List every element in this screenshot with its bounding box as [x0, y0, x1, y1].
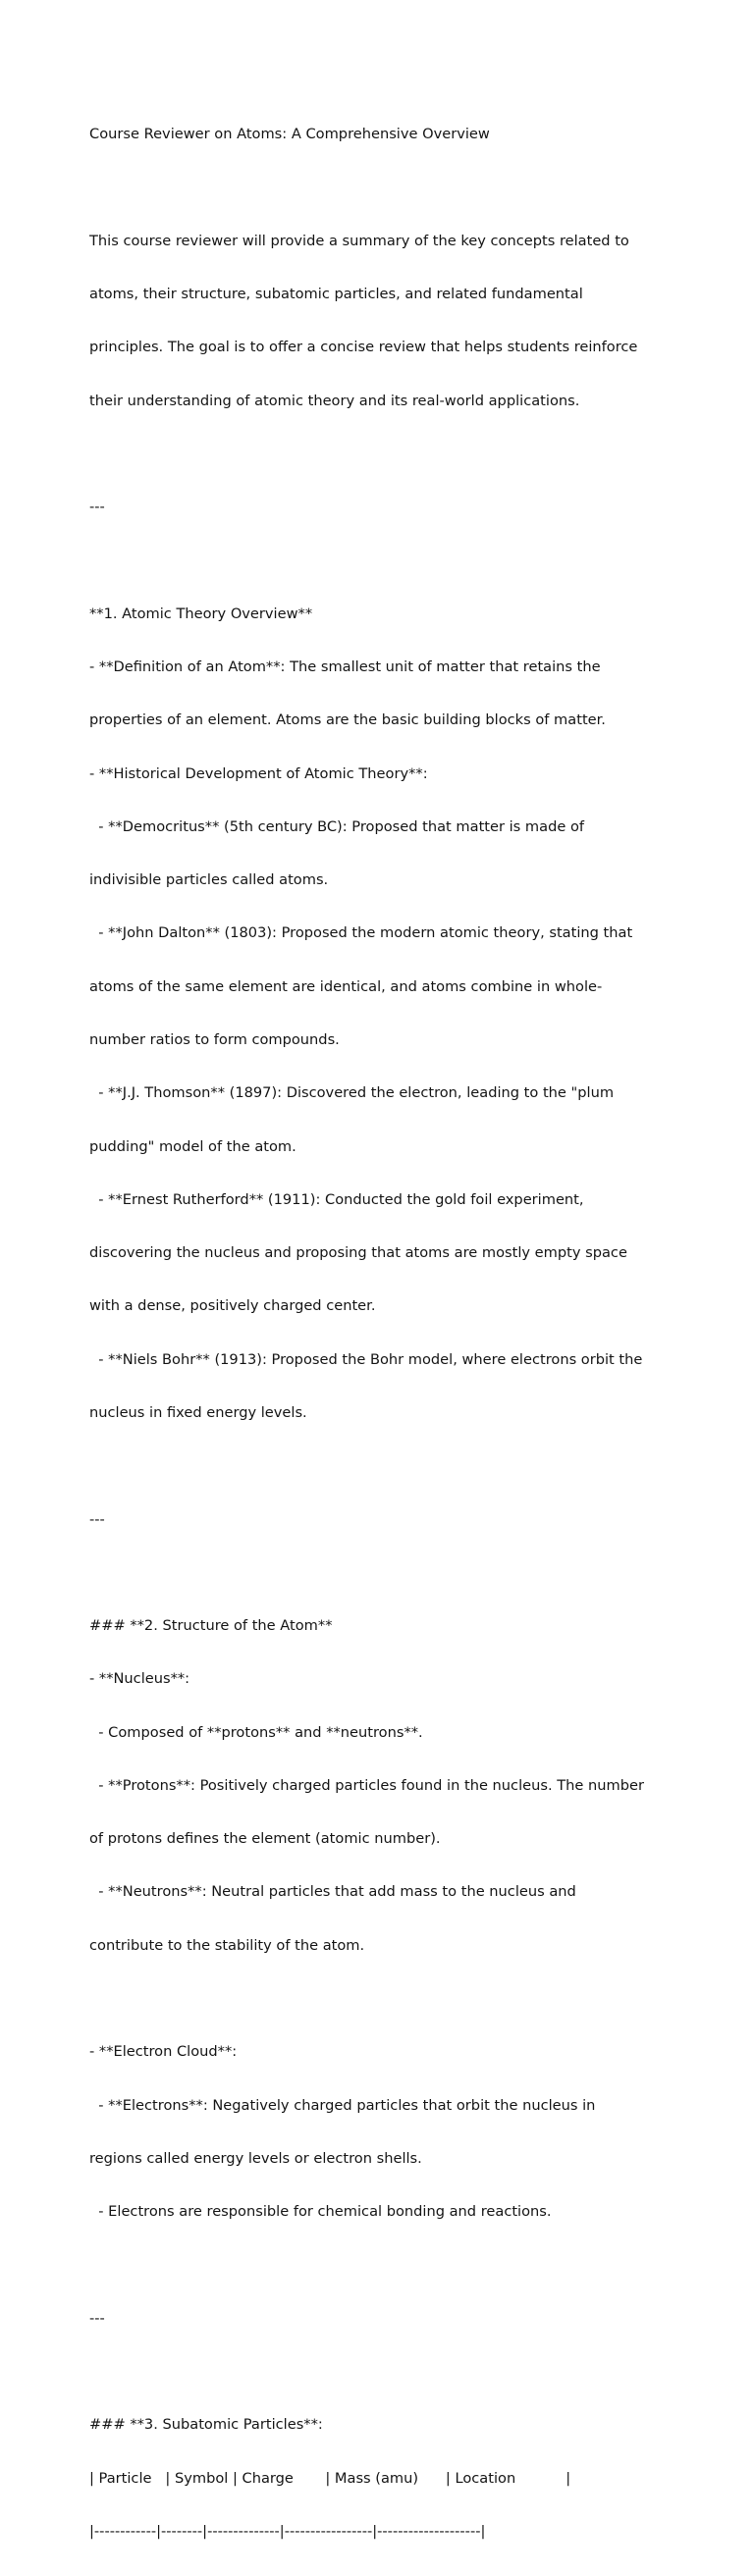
blank-line: [89, 1457, 718, 1475]
body-line: - **Neutrons**: Neutral particles that add mass to the nucleus and: [89, 1883, 576, 1901]
blank-line: [89, 179, 718, 196]
body-line: properties of an element. Atoms are the basic building blocks of matter.: [89, 711, 606, 729]
intro-line: their understanding of atomic theory and its real-world applications.: [89, 392, 580, 409]
intro-line: This course reviewer will provide a summary of the key concepts related to: [89, 232, 629, 249]
body-line: - **Electron Cloud**:: [89, 2043, 238, 2061]
body-line: - **J.J. Thomson** (1897): Discovered the electron, leading to the "plum: [89, 1084, 615, 1102]
body-line: - **Nucleus**:: [89, 1670, 190, 1688]
body-line: discovering the nucleus and proposing that atoms are mostly empty space: [89, 1244, 627, 1262]
body-line: atoms of the same element are identical, and atoms combine in whole-: [89, 977, 603, 995]
section-heading-atomic-theory: **1. Atomic Theory Overview**: [89, 605, 313, 622]
blank-line: [89, 552, 718, 569]
document-title: Course Reviewer on Atoms: A Comprehensive Overview: [89, 126, 490, 143]
body-line: nucleus in fixed energy levels.: [89, 1403, 307, 1421]
body-line: - Composed of **protons** and **neutrons**.: [89, 1723, 423, 1741]
body-line: regions called energy levels or electron shells.: [89, 2149, 422, 2167]
intro-line: principles. The goal is to offer a concise review that helps students reinforce: [89, 339, 638, 356]
body-line: - **Ernest Rutherford** (1911): Conducted the gold foil experiment,: [89, 1190, 584, 1208]
section-divider: ---: [89, 1510, 105, 1528]
body-line: pudding" model of the atom.: [89, 1137, 296, 1155]
body-line: - **John Dalton** (1803): Proposed the modern atomic theory, stating that: [89, 924, 633, 942]
body-line: - **Niels Bohr** (1913): Proposed the Bohr model, where electrons orbit the: [89, 1350, 643, 1368]
blank-line: [89, 446, 718, 463]
table-header-row: | Particle | Symbol | Charge | Mass (amu) | Location |: [89, 2469, 571, 2487]
body-line: - **Historical Development of Atomic Theory**:: [89, 764, 428, 782]
body-line: - **Democritus** (5th century BC): Proposed that matter is made of: [89, 817, 585, 835]
body-line: indivisible particles called atoms.: [89, 871, 329, 889]
section-heading-subatomic: ### **3. Subatomic Particles**:: [89, 2416, 323, 2434]
body-line: number ratios to form compounds.: [89, 1030, 340, 1048]
body-line: - **Definition of an Atom**: The smallest unit of matter that retains the: [89, 658, 601, 675]
body-line: with a dense, positively charged center.: [89, 1297, 376, 1315]
body-line: - **Electrons**: Negatively charged particles that orbit the nucleus in: [89, 2096, 596, 2114]
section-divider: ---: [89, 499, 105, 516]
body-line: - **Protons**: Positively charged particles found in the nucleus. The number: [89, 1776, 644, 1794]
body-line: of protons defines the element (atomic number).: [89, 1830, 441, 1848]
body-line: - Electrons are responsible for chemical bonding and reactions.: [89, 2203, 552, 2221]
blank-line: [89, 2256, 718, 2274]
section-divider: ---: [89, 2309, 105, 2327]
blank-line: [89, 1564, 718, 1582]
blank-line: [89, 2363, 718, 2381]
intro-line: atoms, their structure, subatomic particles, and related fundamental: [89, 286, 583, 303]
document-body: [89, 90, 718, 2576]
table-separator-row: |------------|--------|--------------|-----------------|--------------------|: [89, 2522, 486, 2540]
section-heading-structure: ### **2. Structure of the Atom**: [89, 1617, 333, 1635]
body-line: contribute to the stability of the atom.: [89, 1936, 365, 1954]
blank-line: [89, 1990, 718, 2008]
